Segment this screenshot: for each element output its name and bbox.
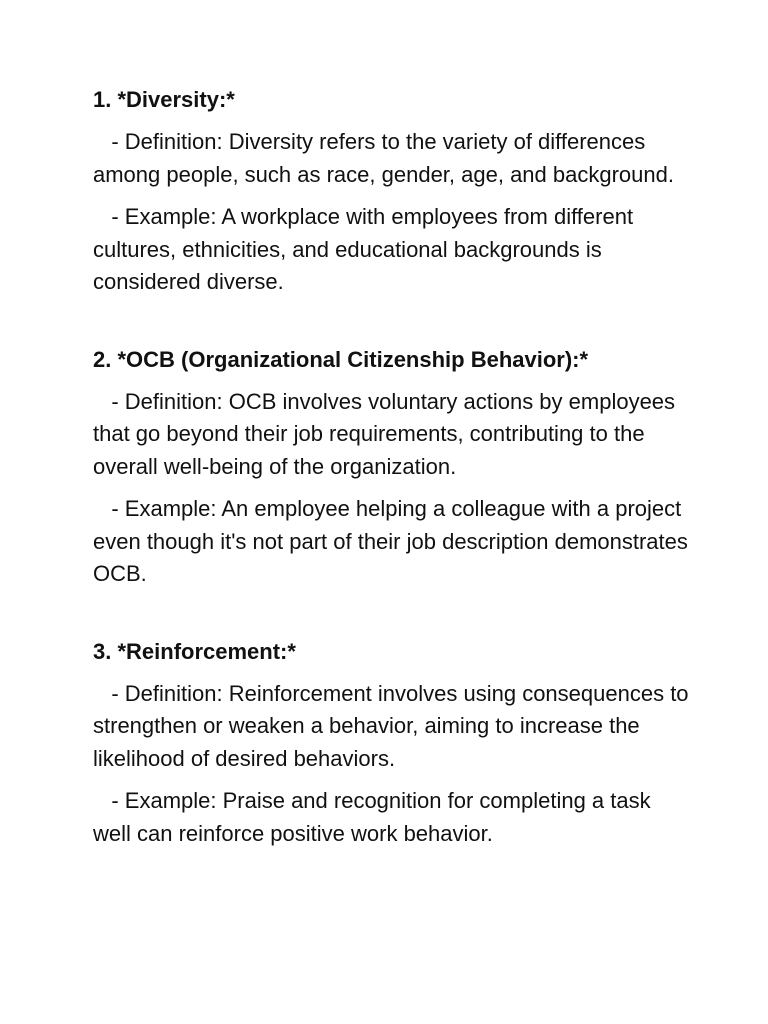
section-ocb (93, 344, 693, 591)
document-page (93, 84, 693, 895)
section-heading: 1. *Diversity:* (93, 87, 235, 112)
section-diversity (93, 84, 693, 299)
section-heading: 3. *Reinforcement:* (93, 638, 296, 664)
definition-text: - Definition: Diversity refers to the variety of differences among people, such as race, gender, age, and background. (93, 129, 674, 187)
example-text: - Example: An employee helping a colleague with a project even though it's not part of their job description demonstrates OCB. (93, 496, 695, 586)
definition-text: - Definition: Reinforcement involves using consequences to strengthen or weaken a behavior, aiming to increase the likelihood of desired behaviors. (93, 680, 695, 771)
section-heading: 2. *OCB (Organizational Citizenship Behavior):* (93, 346, 589, 372)
example-text: - Example: Praise and recognition for completing a task well can reinforce positive work behavior. (93, 788, 657, 846)
definition-text: - Definition: OCB involves voluntary actions by employees that go beyond their job requirements, contributing to the overall well-being of the organization. (93, 388, 682, 479)
example-text: - Example: A workplace with employees from different cultures, ethnicities, and educational backgrounds is considered diverse. (93, 204, 640, 294)
section-reinforcement (93, 636, 693, 851)
